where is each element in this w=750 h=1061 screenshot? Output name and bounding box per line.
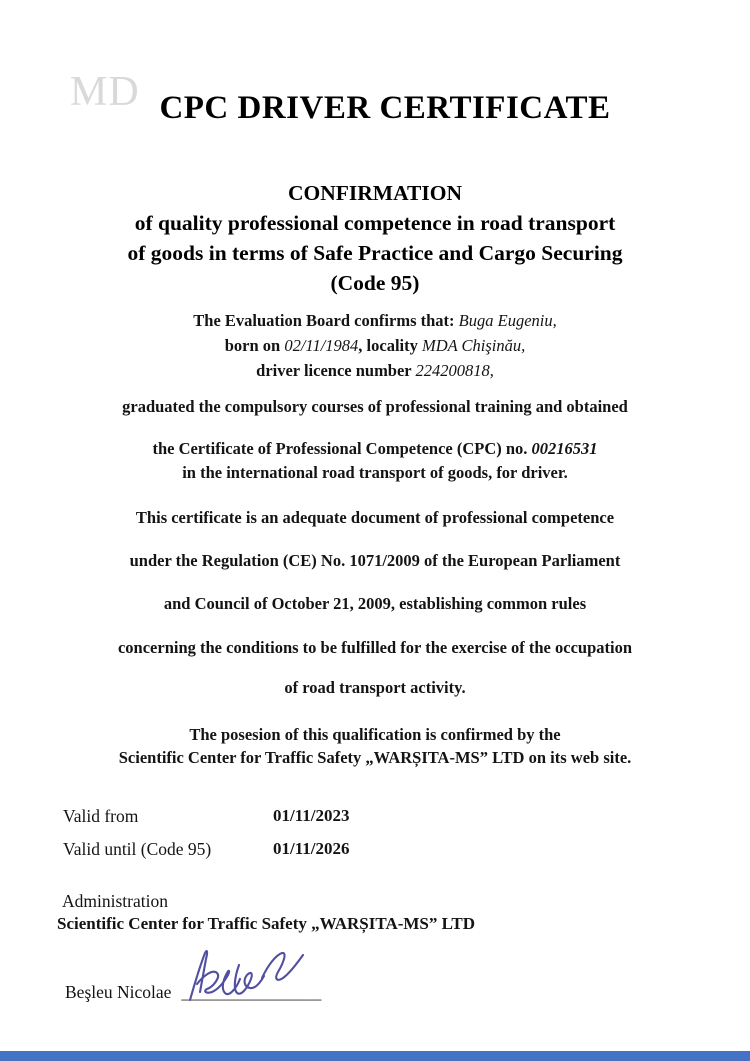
paragraph-2: under the Regulation (CE) No. 1071/2009 of the European Parliament — [129, 551, 621, 570]
certificate-title: CPC DRIVER CERTIFICATE — [159, 90, 611, 126]
footer-bar — [0, 1051, 750, 1061]
paragraph-3: and Council of October 21, 2009, establishing common rules — [163, 594, 587, 613]
valid-until-label: Valid until (Code 95) — [63, 839, 212, 859]
possession-line-1: The posesion of this qualification is confirmed by the — [189, 725, 561, 744]
administration-label: Administration — [62, 891, 168, 911]
signatory-name: Beşleu Nicolae — [65, 982, 172, 1002]
valid-from-value: 01/11/2023 — [273, 806, 350, 825]
heading-code95: (Code 95) — [330, 271, 420, 295]
graduated-line: graduated the compulsory courses of professional training and obtained — [122, 397, 628, 416]
cpc-number: 00216531 — [531, 439, 598, 458]
licence-number: 224200818, — [415, 361, 494, 380]
confirms-line-3 — [0, 362, 750, 381]
heading-line-3: of goods in terms of Safe Practice and Cargo Securing — [127, 241, 623, 265]
paragraph-4: concerning the conditions to be fulfilled for the exercise of the occupation — [117, 638, 633, 657]
cpc-number-line — [0, 440, 750, 459]
administration-organization: Scientific Center for Traffic Safety „WARȘITA-MS” LTD — [57, 914, 476, 933]
holder-name: Buga Eugeniu, — [458, 311, 557, 330]
cpc-label: the Certificate of Professional Competence (CPC) no. — [152, 439, 532, 458]
md-watermark: MD — [70, 69, 140, 115]
cpc-line-2: in the international road transport of goods, for driver. — [182, 463, 568, 482]
possession-line-2: Scientific Center for Traffic Safety „WARȘITA-MS” LTD on its web site. — [118, 748, 632, 767]
confirms-line-1 — [0, 312, 750, 331]
birth-date: 02/11/1984 — [284, 336, 359, 355]
heading-line-2: of quality professional competence in road transport — [134, 211, 616, 235]
handwritten-signature — [184, 946, 309, 1004]
born-on-label: born on — [224, 336, 285, 355]
heading-confirmation: CONFIRMATION — [288, 181, 462, 205]
paragraph-5: of road transport activity. — [284, 678, 466, 697]
licence-label: driver licence number — [256, 361, 416, 380]
confirms-label: The Evaluation Board confirms that: — [193, 311, 459, 330]
signature-line: ________________ — [181, 982, 322, 1002]
locality-value: MDA Chişinău, — [421, 336, 526, 355]
confirms-line-2 — [0, 337, 750, 356]
valid-until-value: 01/11/2026 — [273, 839, 350, 858]
valid-from-label: Valid from — [63, 806, 139, 826]
locality-label: , locality — [358, 336, 422, 355]
paragraph-1: This certificate is an adequate document of professional competence — [135, 508, 615, 527]
